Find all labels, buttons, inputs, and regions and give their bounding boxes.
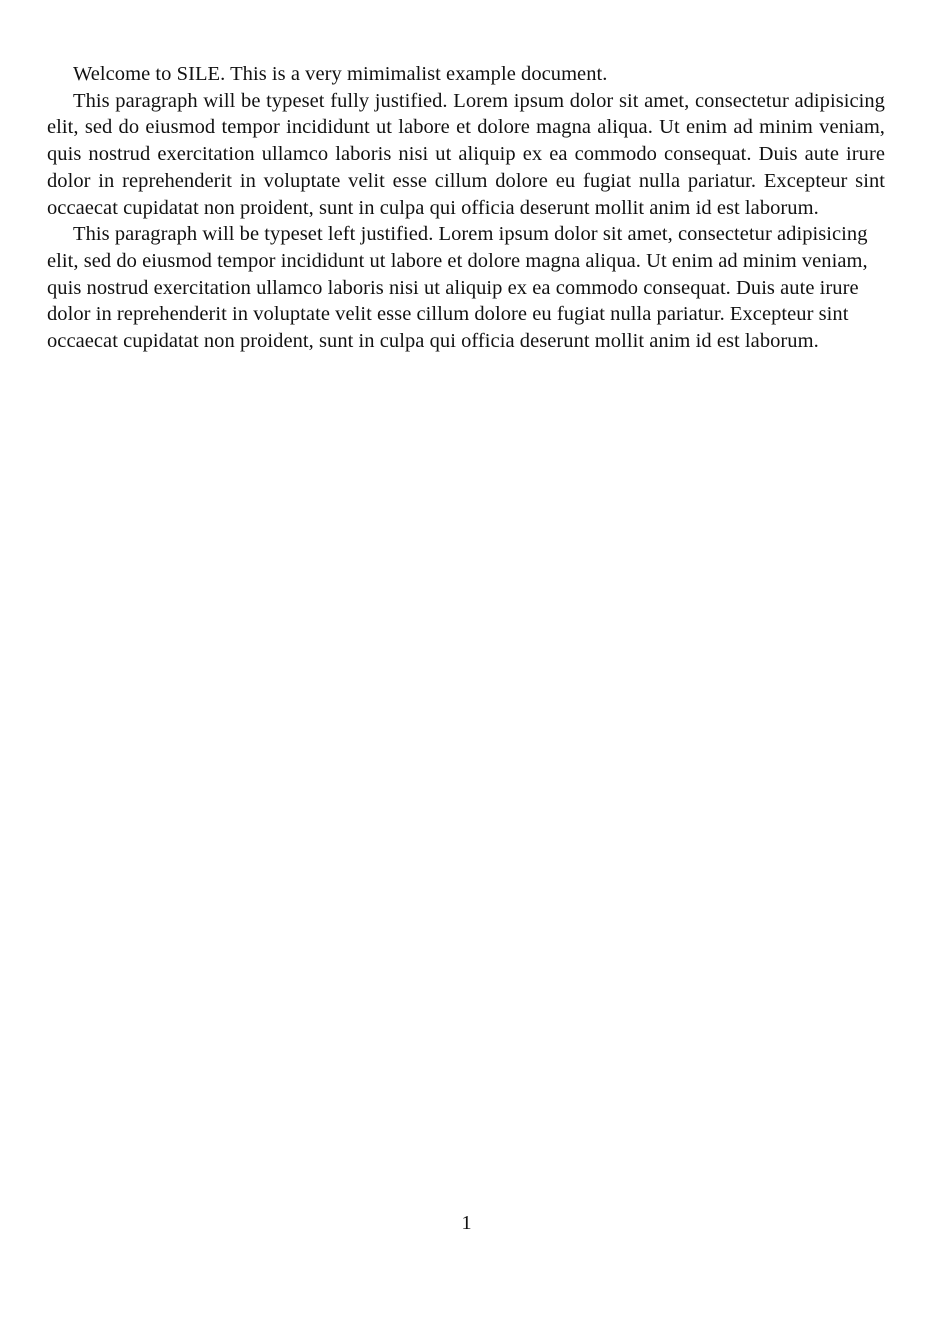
- document-body: [47, 61, 885, 355]
- intro-paragraph: Welcome to SILE. This is a very mimimalist example document.: [73, 63, 608, 85]
- page-number: 1: [461, 1212, 472, 1234]
- left-justified-paragraph: This paragraph will be typeset left justified. Lorem ipsum dolor sit amet, consectetur adipisicing elit, sed do eiusmod tempor incididunt ut labore et dolore magna aliqua. Ut enim ad minim veniam, quis nostrud exercitation ullamco laboris nisi ut aliquip ex ea commodo consequat. Duis aute irure dolor in reprehenderit in voluptate velit esse cillum dolore eu fugiat nulla pariatur. Excepteur sint occaecat cupidatat non proident, sunt in culpa qui officia deserunt mollit anim id est laborum.: [47, 223, 868, 353]
- justified-paragraph: This paragraph will be typeset fully justified. Lorem ipsum dolor sit amet, consectetur adipisicing elit, sed do eiusmod tempor incididunt ut labore et dolore magna aliqua. Ut enim ad minim veniam, quis nostrud exercitation ullamco laboris nisi ut aliquip ex ea commodo consequat. Duis aute irure dolor in reprehenderit in voluptate velit esse cillum dolore eu fugiat nulla pariatur. Excepteur sint occaecat cupidatat non proident, sunt in culpa qui officia deserunt mollit anim id est laborum.: [47, 89, 885, 219]
